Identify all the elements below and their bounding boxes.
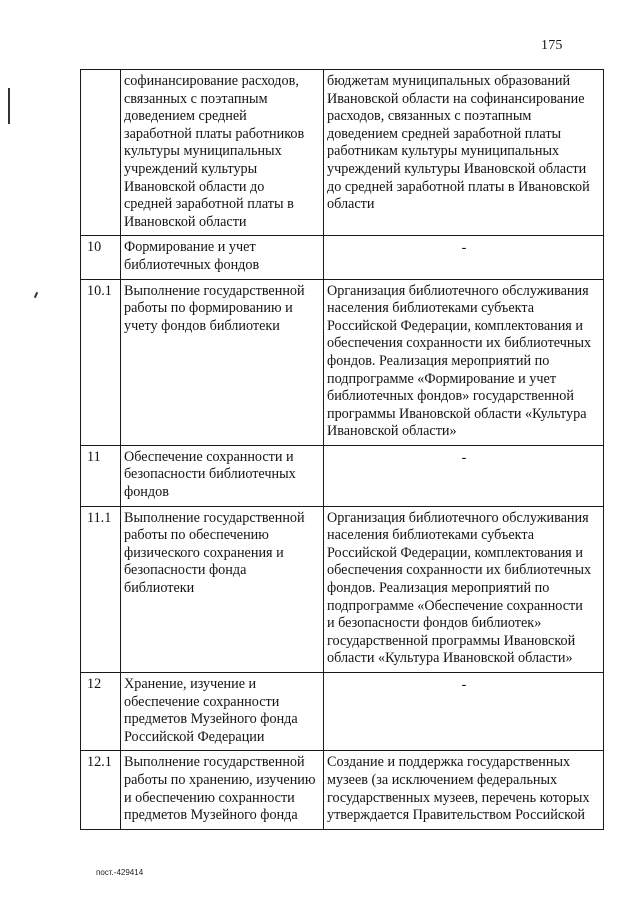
row-number: 10.1 [81, 279, 121, 445]
description-line: бюджетам муниципальных образований [327, 73, 571, 89]
description-line: библиотечных фондов» государственной [327, 388, 574, 405]
name-line: работы по хранению, изучению [124, 771, 316, 788]
row-description [324, 70, 604, 236]
table-row [81, 445, 604, 506]
description-line: Организация библиотечного обслуживания [327, 282, 589, 299]
description-line: Ивановской области на софинансирование [327, 90, 585, 107]
description-line: области [327, 196, 375, 213]
description-line: утверждается Правительством Российской [327, 807, 585, 824]
scan-mark-left [8, 88, 10, 124]
row-number: 10 [81, 236, 121, 279]
name-line: предметов Музейного фонда [124, 711, 298, 728]
description-line: фондов. Реализация мероприятий по [327, 580, 550, 597]
description-line: расходов, связанных с поэтапным [327, 108, 532, 125]
description-line: государственной программы Ивановской [327, 632, 576, 649]
description-line: Организация библиотечного обслуживания [327, 509, 589, 526]
row-number: 11 [81, 445, 121, 506]
row-name [121, 70, 324, 236]
description-line: области «Культура Ивановской области» [327, 650, 573, 667]
row-description [324, 445, 604, 506]
row-number: 11.1 [81, 506, 121, 672]
name-line: обеспечение сохранности [124, 693, 280, 710]
table-row [81, 751, 604, 829]
row-description [324, 751, 604, 829]
name-line: безопасности фонда [124, 562, 247, 579]
name-line: учету фондов библиотеки [124, 317, 280, 334]
name-line: Ивановской области до [124, 178, 265, 195]
description-line: учреждений культуры Ивановской области [327, 160, 587, 177]
name-line: Ивановской области [124, 213, 247, 230]
name-line: Хранение, изучение и [124, 676, 257, 692]
description-line: Российской Федерации, комплектования и [327, 317, 583, 334]
description-line: обеспечения сохранности их библиотечных [327, 335, 592, 352]
description-line: Российской Федерации, комплектования и [327, 544, 583, 561]
row-description [324, 506, 604, 672]
row-name [121, 751, 324, 829]
footer-code: пост.-429414 [96, 868, 144, 877]
name-line: Формирование и учет [124, 239, 256, 256]
name-line: работы по обеспечению [124, 527, 269, 544]
description-line: подпрограмме «Формирование и учет [327, 370, 557, 387]
name-line: средней заработной платы в [124, 196, 294, 213]
table-row [81, 673, 604, 751]
description-line: музеев (за исключением федеральных [327, 771, 558, 788]
description-line: программы Ивановской области «Культура [327, 405, 587, 422]
description-line: и безопасности фондов библиотек» [327, 615, 542, 632]
description-line: подпрограмме «Обеспечение сохранности [327, 597, 583, 614]
row-name [121, 506, 324, 672]
row-number: 12.1 [81, 751, 121, 829]
name-line: Обеспечение сохранности и [124, 448, 294, 465]
name-line: предметов Музейного фонда [124, 807, 298, 824]
table-row [81, 279, 604, 445]
name-line: софинансирование расходов, [124, 73, 299, 89]
page-number: 175 [541, 38, 563, 53]
description-line: государственных музеев, перечень которых [327, 789, 590, 806]
row-number: 12 [81, 673, 121, 751]
description-line: - [461, 677, 467, 693]
name-line: и обеспечению сохранности [124, 789, 295, 806]
row-description [324, 279, 604, 445]
name-line: Выполнение государственной [124, 282, 305, 299]
description-line: населения библиотеками субъекта [327, 300, 535, 317]
description-line: обеспечения сохранности их библиотечных [327, 562, 592, 579]
table-row [81, 236, 604, 279]
name-line: доведением средней [124, 108, 247, 125]
name-line: физического сохранения и [124, 544, 284, 561]
name-line: библиотеки [124, 580, 195, 597]
row-description [324, 236, 604, 279]
table-body [81, 70, 604, 830]
description-line: до средней заработной платы в Ивановской [327, 178, 590, 195]
name-line: фондов [124, 484, 169, 501]
description-line: населения библиотеками субъекта [327, 527, 535, 544]
name-line: Выполнение государственной [124, 509, 305, 526]
name-line: связанных с поэтапным [124, 90, 268, 107]
services-table [80, 69, 604, 830]
name-line: работы по формированию и [124, 300, 293, 317]
description-line: - [461, 449, 467, 466]
name-line: Выполнение государственной [124, 754, 305, 771]
name-line: учреждений культуры [124, 160, 258, 177]
description-line: доведением средней заработной платы [327, 125, 562, 142]
description-line: - [461, 240, 467, 257]
name-line: безопасности библиотечных [124, 466, 296, 483]
table-row [81, 70, 604, 236]
row-name [121, 279, 324, 445]
scan-mark-tick [34, 292, 38, 298]
description-line: Ивановской области» [327, 423, 457, 440]
name-line: библиотечных фондов [124, 256, 260, 273]
row-name [121, 673, 324, 751]
row-name [121, 445, 324, 506]
name-line: Российской Федерации [124, 728, 265, 745]
row-name [121, 236, 324, 279]
row-number [81, 70, 121, 236]
description-line: Создание и поддержка государственных [327, 754, 571, 771]
description-line: фондов. Реализация мероприятий по [327, 352, 550, 369]
row-description [324, 673, 604, 751]
table-row [81, 506, 604, 672]
name-line: культуры муниципальных [124, 143, 282, 160]
description-line: работникам культуры муниципальных [327, 143, 560, 160]
name-line: заработной платы работников [124, 125, 305, 142]
